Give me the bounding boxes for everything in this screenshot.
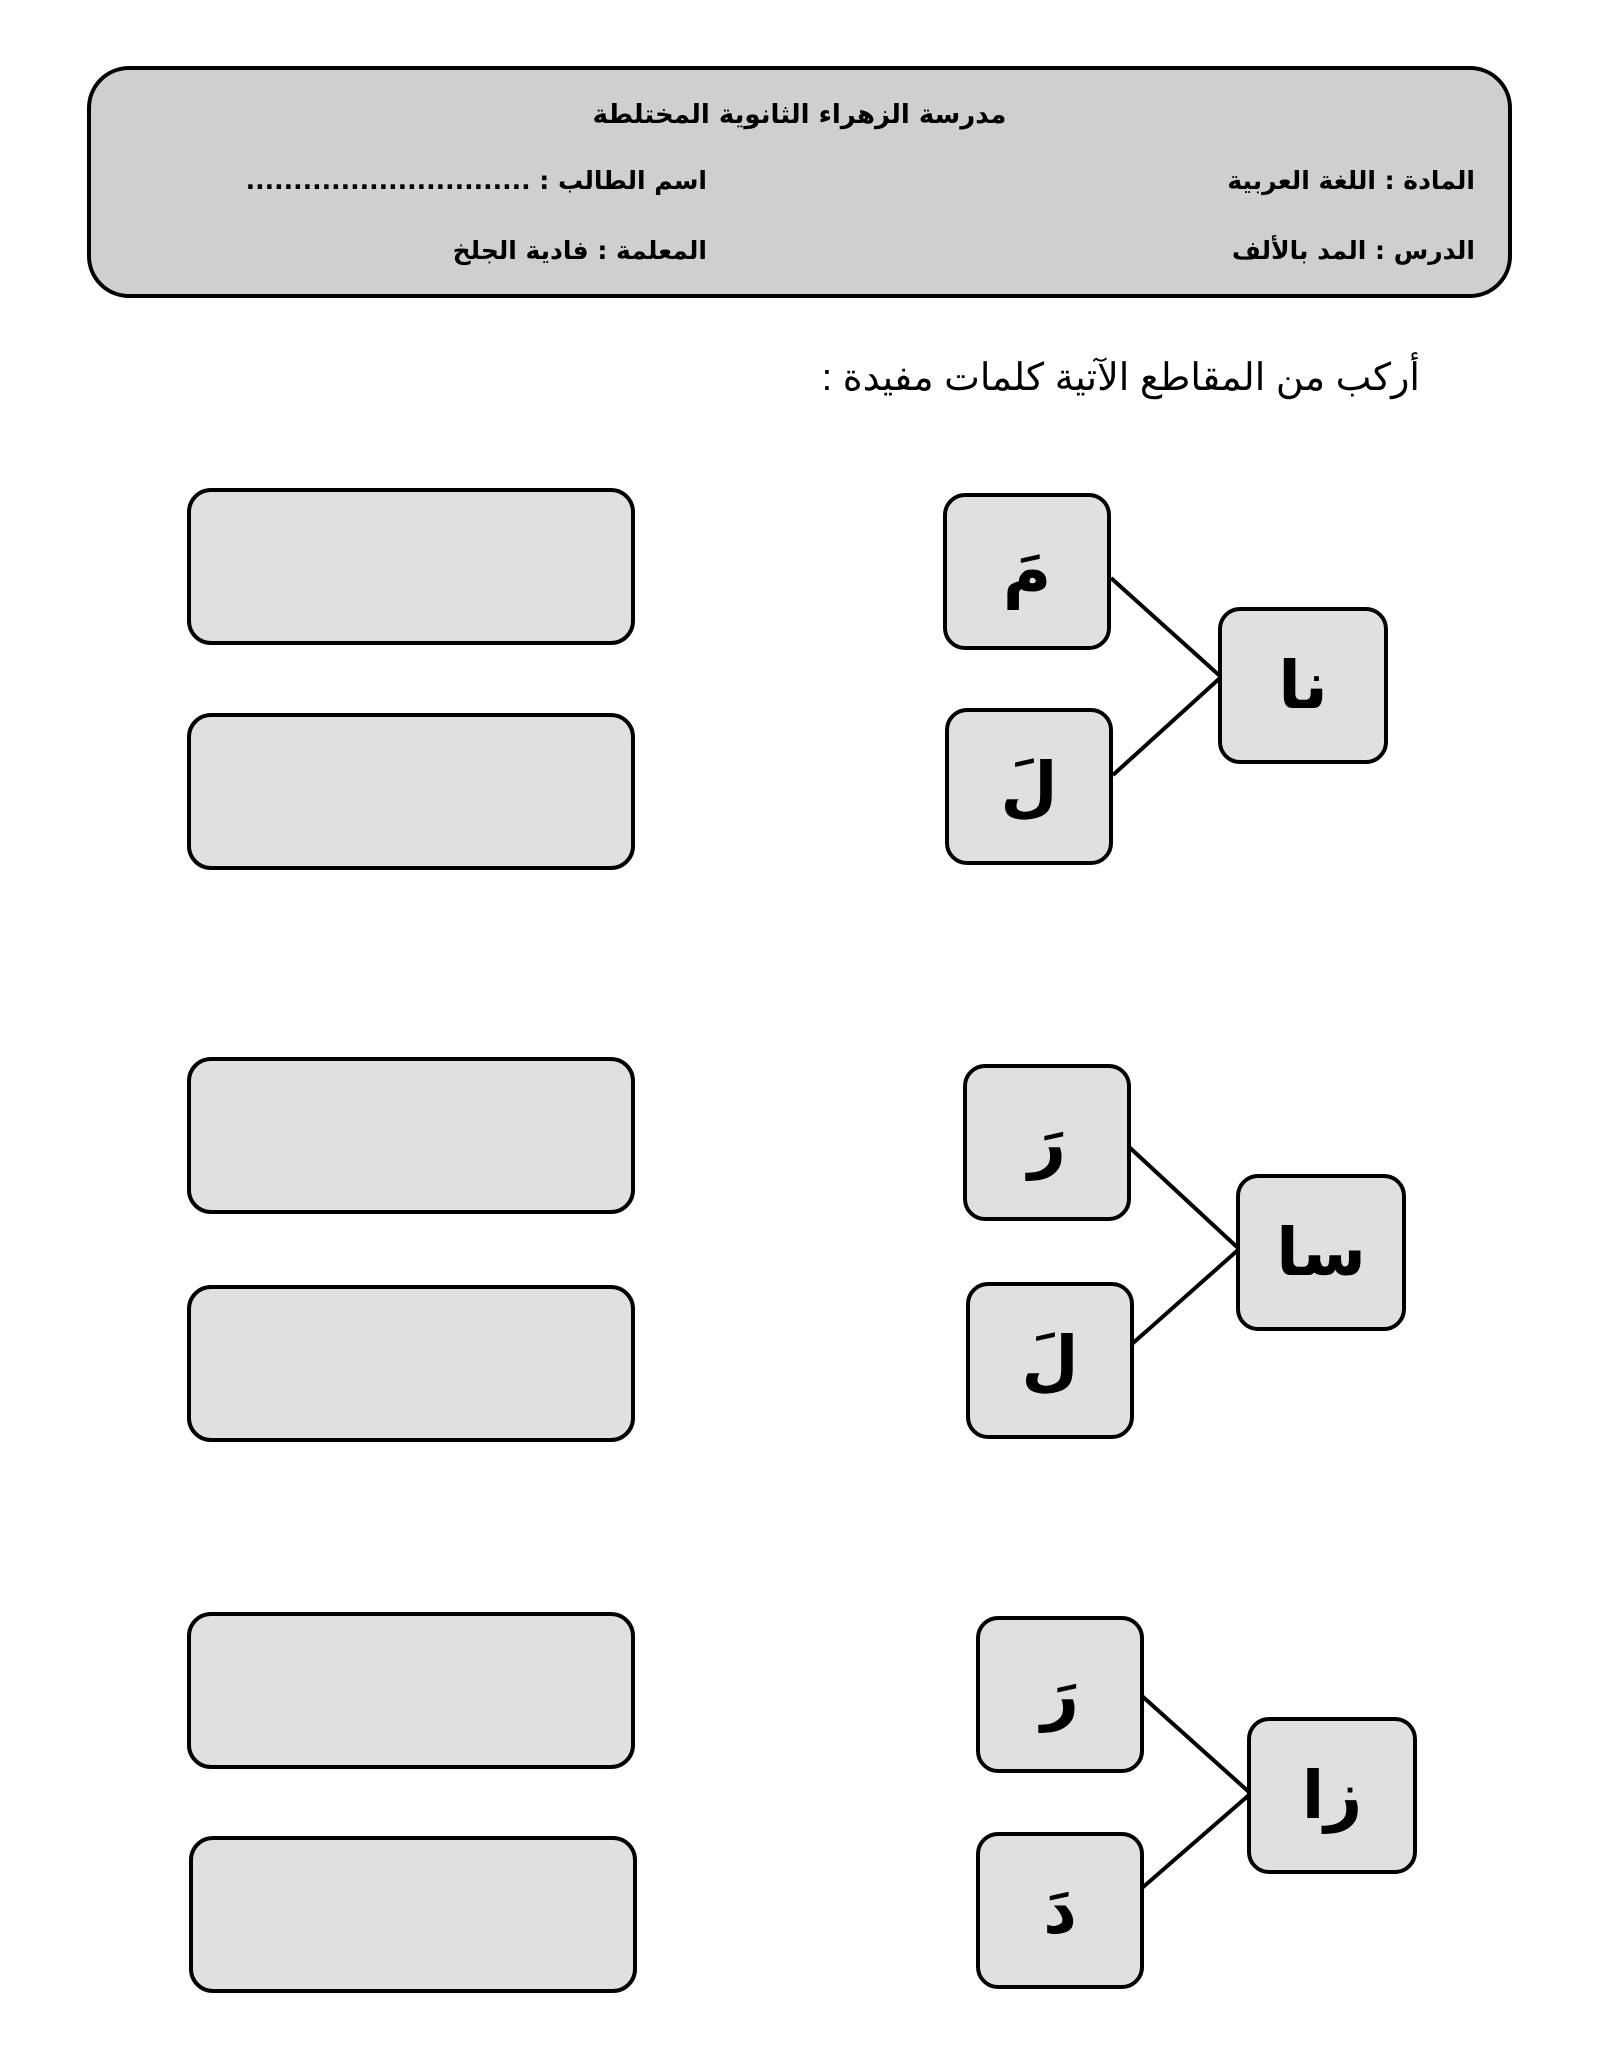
subject-label: المادة : اللغة العربية (1227, 166, 1475, 195)
answer-box-2b[interactable] (187, 1285, 635, 1442)
worksheet-header (87, 66, 1512, 298)
lesson-label: الدرس : المد بالألف (1231, 236, 1475, 265)
teacher-label: المعلمة : فادية الجلخ (452, 236, 707, 265)
letter-tile-1a: مَ (943, 493, 1111, 650)
syllable-tile-3: زا (1247, 1717, 1417, 1874)
letter-tile-2a: رَ (963, 1064, 1131, 1221)
answer-box-3b[interactable] (189, 1836, 637, 1993)
answer-box-3a[interactable] (187, 1612, 635, 1769)
answer-box-1a[interactable] (187, 488, 635, 645)
instruction-text: أركب من المقاطع الآتية كلمات مفيدة : (821, 357, 1420, 399)
letter-tile-3b: دَ (976, 1832, 1144, 1989)
letter-tile-3a: رَ (976, 1616, 1144, 1773)
answer-box-1b[interactable] (187, 713, 635, 870)
syllable-tile-2: سا (1236, 1174, 1406, 1331)
syllable-tile-1: نا (1218, 607, 1388, 764)
student-name-field[interactable]: اسم الطالب : .............................. (245, 166, 707, 195)
letter-tile-2b: لَ (966, 1282, 1134, 1439)
school-name: مدرسة الزهراء الثانوية المختلطة (592, 100, 1007, 130)
answer-box-2a[interactable] (187, 1057, 635, 1214)
letter-tile-1b: لَ (945, 708, 1113, 865)
